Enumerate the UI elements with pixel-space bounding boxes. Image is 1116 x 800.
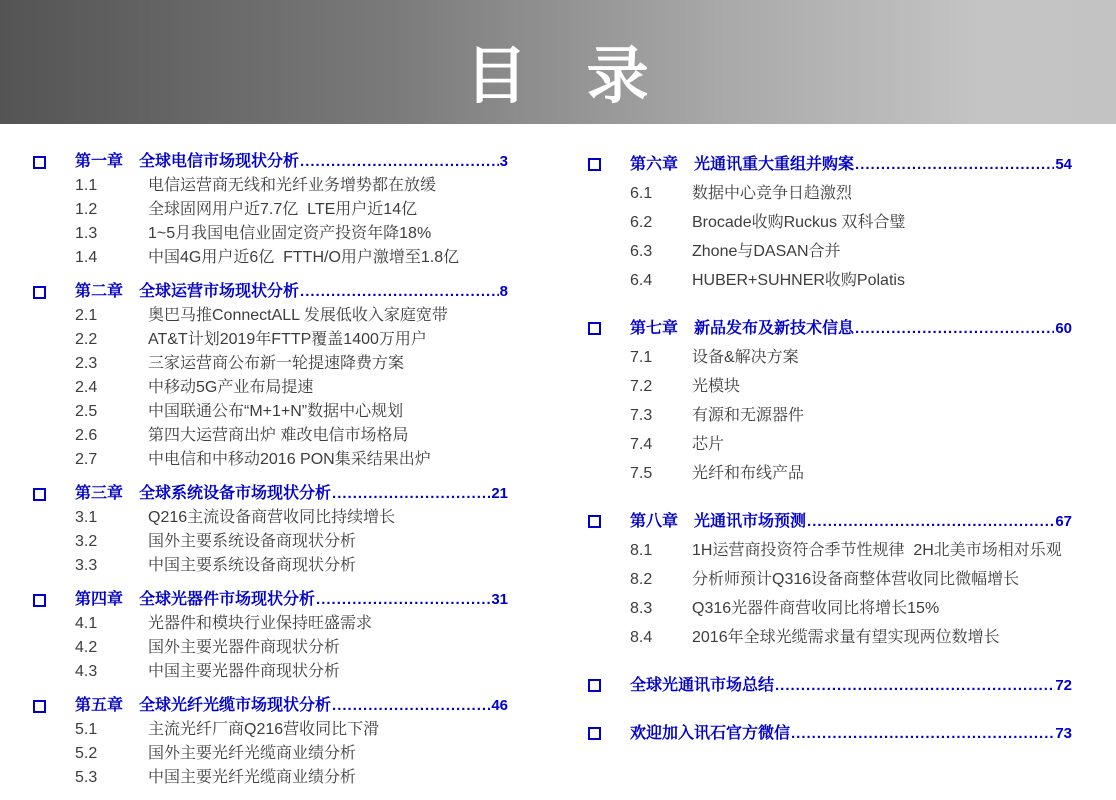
chapter-title: 全球光通讯市场总结 bbox=[630, 677, 775, 694]
dot-leader bbox=[855, 314, 1054, 343]
chapter-page-number: 67 bbox=[1055, 513, 1072, 530]
toc-chapter-row bbox=[588, 671, 1072, 700]
chapter-page-number: 72 bbox=[1055, 677, 1072, 694]
toc-item-row bbox=[588, 179, 1072, 208]
dot-leader bbox=[855, 150, 1054, 179]
title-banner bbox=[0, 0, 1116, 124]
toc-item-row bbox=[588, 372, 1072, 401]
toc-item-text: 主流光纤厂商Q216营收同比下滑 bbox=[148, 721, 380, 738]
toc-chapter-items bbox=[588, 179, 1072, 295]
toc-item-text: Zhone与DASAN合并 bbox=[692, 243, 841, 260]
chapter-title: 全球运营市场现状分析 bbox=[139, 283, 300, 300]
dot-leader bbox=[332, 482, 490, 506]
toc-item-number: 5.1 bbox=[75, 721, 98, 738]
toc-item-text: Q216主流设备商营收同比持续增长 bbox=[148, 509, 396, 526]
toc-chapter-row bbox=[588, 507, 1072, 536]
chapter-label: 第七章 bbox=[630, 320, 679, 337]
toc-item-text: 电信运营商无线和光纤业务增势都在放缓 bbox=[148, 177, 437, 194]
toc-item-row bbox=[33, 660, 508, 684]
toc-item-number: 4.2 bbox=[75, 639, 98, 656]
toc-column-right bbox=[588, 150, 1072, 767]
toc-item-text: 光器件和模块行业保持旺盛需求 bbox=[148, 615, 373, 632]
toc-chapter-items bbox=[33, 506, 508, 578]
dot-leader bbox=[332, 694, 490, 718]
chapter-label: 第四章 bbox=[75, 591, 124, 608]
chapter-title: 全球光纤光缆市场现状分析 bbox=[139, 697, 332, 714]
toc-item-text: 奥巴马推ConnectALL 发展低收入家庭宽带 bbox=[148, 307, 448, 324]
toc-chapter-row bbox=[33, 694, 508, 718]
toc-item-text: 设备&解决方案 bbox=[692, 349, 799, 366]
toc-item-row bbox=[33, 376, 508, 400]
toc-chapter-items bbox=[588, 536, 1072, 652]
toc-item-number: 1.4 bbox=[75, 249, 98, 266]
chapter-title: 全球系统设备市场现状分析 bbox=[139, 485, 332, 502]
toc-item-row bbox=[588, 623, 1072, 652]
toc-item-number: 2.5 bbox=[75, 403, 98, 420]
toc-item-number: 8.4 bbox=[630, 629, 653, 646]
toc-chapter-block bbox=[33, 482, 508, 578]
chapter-page-number: 54 bbox=[1055, 156, 1072, 173]
toc-item-row bbox=[33, 222, 508, 246]
toc-item-row bbox=[588, 430, 1072, 459]
chapter-title: 全球电信市场现状分析 bbox=[139, 153, 300, 170]
toc-item-number: 1.2 bbox=[75, 201, 98, 218]
toc-item-number: 2.3 bbox=[75, 355, 98, 372]
toc-item-row bbox=[33, 198, 508, 222]
bullet-square-icon bbox=[33, 488, 46, 501]
toc-item-number: 2.7 bbox=[75, 451, 98, 468]
toc-item-row bbox=[588, 536, 1072, 565]
toc-item-row bbox=[588, 594, 1072, 623]
chapter-label: 第二章 bbox=[75, 283, 124, 300]
dot-leader bbox=[300, 150, 499, 174]
chapter-label: 第一章 bbox=[75, 153, 124, 170]
toc-item-text: 有源和无源器件 bbox=[692, 407, 805, 424]
toc-item-text: 中电信和中移动2016 PON集采结果出炉 bbox=[148, 451, 431, 468]
toc-item-row bbox=[33, 612, 508, 636]
bullet-square-icon bbox=[588, 679, 601, 692]
toc-item-text: 数据中心竞争日趋激烈 bbox=[692, 185, 853, 202]
toc-item-number: 6.4 bbox=[630, 272, 653, 289]
chapter-page-number: 46 bbox=[491, 697, 508, 714]
toc-item-number: 5.3 bbox=[75, 769, 98, 786]
toc-item-number: 1.3 bbox=[75, 225, 98, 242]
toc-item-number: 8.1 bbox=[630, 542, 653, 559]
toc-chapter-items bbox=[33, 304, 508, 472]
toc-chapter-row bbox=[33, 588, 508, 612]
toc-chapter-row bbox=[33, 482, 508, 506]
toc-item-text: AT&T计划2019年FTTP覆盖1400万用户 bbox=[148, 331, 427, 348]
toc-chapter-row bbox=[588, 314, 1072, 343]
chapter-page-number: 31 bbox=[491, 591, 508, 608]
toc-item-row bbox=[588, 237, 1072, 266]
toc-item-text: 中国主要系统设备商现状分析 bbox=[148, 557, 357, 574]
bullet-square-icon bbox=[588, 515, 601, 528]
toc-item-text: 分析师预计Q316设备商整体营收同比微幅增长 bbox=[692, 571, 1020, 588]
bullet-square-icon bbox=[588, 727, 601, 740]
toc-item-number: 7.4 bbox=[630, 436, 653, 453]
toc-item-text: 国外主要光器件商现状分析 bbox=[148, 639, 341, 656]
dot-leader bbox=[791, 719, 1054, 748]
toc-item-number: 7.2 bbox=[630, 378, 653, 395]
toc-chapter-block bbox=[588, 150, 1072, 295]
toc-item-row bbox=[588, 401, 1072, 430]
toc-item-number: 4.1 bbox=[75, 615, 98, 632]
toc-item-number: 6.3 bbox=[630, 243, 653, 260]
toc-chapter-block bbox=[33, 150, 508, 270]
toc-item-row bbox=[33, 554, 508, 578]
toc-chapter-row bbox=[33, 150, 508, 174]
toc-item-number: 2.6 bbox=[75, 427, 98, 444]
toc-item-text: 中国4G用户近6亿 FTTH/O用户激增至1.8亿 bbox=[148, 249, 460, 266]
toc-item-row bbox=[33, 530, 508, 554]
toc-item-row bbox=[33, 424, 508, 448]
toc-item-number: 6.1 bbox=[630, 185, 653, 202]
toc-item-text: Q316光器件商营收同比将增长15% bbox=[692, 600, 940, 617]
toc-item-number: 3.2 bbox=[75, 533, 98, 550]
chapter-title: 光通讯市场预测 bbox=[694, 513, 807, 530]
toc-item-number: 6.2 bbox=[630, 214, 653, 231]
chapter-title: 新品发布及新技术信息 bbox=[694, 320, 855, 337]
toc-item-number: 1.1 bbox=[75, 177, 98, 194]
toc-item-row bbox=[33, 766, 508, 790]
toc-item-text: 光模块 bbox=[692, 378, 741, 395]
toc-chapter-row bbox=[588, 719, 1072, 748]
toc-chapter-block bbox=[33, 694, 508, 790]
toc-item-text: 芯片 bbox=[692, 436, 725, 453]
toc-item-row bbox=[33, 352, 508, 376]
dot-leader bbox=[775, 671, 1054, 700]
bullet-square-icon bbox=[33, 700, 46, 713]
toc-item-text: 光纤和布线产品 bbox=[692, 465, 805, 482]
bullet-square-icon bbox=[33, 594, 46, 607]
toc-chapter-items bbox=[33, 612, 508, 684]
toc-item-row bbox=[33, 246, 508, 270]
toc-chapter-block bbox=[588, 507, 1072, 652]
toc-chapter-block bbox=[588, 719, 1072, 748]
toc-item-row bbox=[33, 742, 508, 766]
toc-item-text: 中国联通公布“M+1+N”数据中心规划 bbox=[148, 403, 404, 420]
toc-item-number: 7.3 bbox=[630, 407, 653, 424]
toc-item-text: 中国主要光纤光缆商业绩分析 bbox=[148, 769, 357, 786]
toc-item-text: 1H运营商投资符合季节性规律 2H北美市场相对乐观 bbox=[692, 542, 1062, 559]
toc-item-row bbox=[33, 304, 508, 328]
toc-item-row bbox=[33, 718, 508, 742]
toc-item-number: 8.2 bbox=[630, 571, 653, 588]
toc-item-text: 2016年全球光缆需求量有望实现两位数增长 bbox=[692, 629, 1000, 646]
dot-leader bbox=[300, 280, 499, 304]
toc-item-number: 3.1 bbox=[75, 509, 98, 526]
toc-item-number: 4.3 bbox=[75, 663, 98, 680]
dot-leader bbox=[316, 588, 490, 612]
chapter-page-number: 8 bbox=[499, 283, 508, 300]
toc-item-number: 7.1 bbox=[630, 349, 653, 366]
bullet-square-icon bbox=[588, 158, 601, 171]
toc-item-number: 2.4 bbox=[75, 379, 98, 396]
toc-item-number: 3.3 bbox=[75, 557, 98, 574]
toc-item-text: 全球固网用户近7.7亿 LTE用户近14亿 bbox=[148, 201, 418, 218]
page-title: 目 录 bbox=[465, 42, 651, 111]
toc-item-text: 中移动5G产业布局提速 bbox=[148, 379, 314, 396]
chapter-page-number: 21 bbox=[491, 485, 508, 502]
toc-item-text: 国外主要系统设备商现状分析 bbox=[148, 533, 357, 550]
toc-item-row bbox=[33, 400, 508, 424]
toc-item-text: 中国主要光器件商现状分析 bbox=[148, 663, 341, 680]
toc-column-left bbox=[33, 150, 508, 800]
chapter-page-number: 3 bbox=[499, 153, 508, 170]
toc-chapter-row bbox=[588, 150, 1072, 179]
toc-item-text: HUBER+SUHNER收购Polatis bbox=[692, 272, 905, 289]
toc-item-row bbox=[588, 565, 1072, 594]
toc-item-row bbox=[33, 448, 508, 472]
toc-item-number: 5.2 bbox=[75, 745, 98, 762]
toc-item-row bbox=[588, 459, 1072, 488]
toc-item-row bbox=[33, 328, 508, 352]
bullet-square-icon bbox=[33, 156, 46, 169]
chapter-label: 第八章 bbox=[630, 513, 679, 530]
toc-item-text: 第四大运营商出炉 难改电信市场格局 bbox=[148, 427, 409, 444]
chapter-label: 第三章 bbox=[75, 485, 124, 502]
toc-chapter-row bbox=[33, 280, 508, 304]
chapter-page-number: 73 bbox=[1055, 725, 1072, 742]
toc-item-number: 2.1 bbox=[75, 307, 98, 324]
toc-item-number: 8.3 bbox=[630, 600, 653, 617]
toc-chapter-items bbox=[33, 174, 508, 270]
chapter-title: 欢迎加入讯石官方微信 bbox=[630, 725, 791, 742]
toc-chapter-block bbox=[588, 671, 1072, 700]
chapter-title: 光通讯重大重组并购案 bbox=[694, 156, 855, 173]
chapter-title: 全球光器件市场现状分析 bbox=[139, 591, 316, 608]
toc-item-text: Brocade收购Ruckus 双科合璧 bbox=[692, 214, 906, 231]
chapter-page-number: 60 bbox=[1055, 320, 1072, 337]
toc-item-number: 2.2 bbox=[75, 331, 98, 348]
toc-item-row bbox=[588, 266, 1072, 295]
chapter-label: 第六章 bbox=[630, 156, 679, 173]
toc-chapter-block bbox=[33, 280, 508, 472]
dot-leader bbox=[807, 507, 1054, 536]
toc-item-row bbox=[33, 174, 508, 198]
chapter-label: 第五章 bbox=[75, 697, 124, 714]
toc-item-text: 三家运营商公布新一轮提速降费方案 bbox=[148, 355, 405, 372]
bullet-square-icon bbox=[33, 286, 46, 299]
toc-chapter-items bbox=[588, 343, 1072, 488]
toc-item-text: 1~5月我国电信业固定资产投资年降18% bbox=[148, 225, 432, 242]
toc-item-row bbox=[588, 208, 1072, 237]
toc-item-row bbox=[33, 506, 508, 530]
toc-item-row bbox=[588, 343, 1072, 372]
toc-item-row bbox=[33, 636, 508, 660]
toc-item-text: 国外主要光纤光缆商业绩分析 bbox=[148, 745, 357, 762]
toc-item-number: 7.5 bbox=[630, 465, 653, 482]
toc-chapter-block bbox=[33, 588, 508, 684]
bullet-square-icon bbox=[588, 322, 601, 335]
toc-chapter-items bbox=[33, 718, 508, 790]
toc-chapter-block bbox=[588, 314, 1072, 488]
